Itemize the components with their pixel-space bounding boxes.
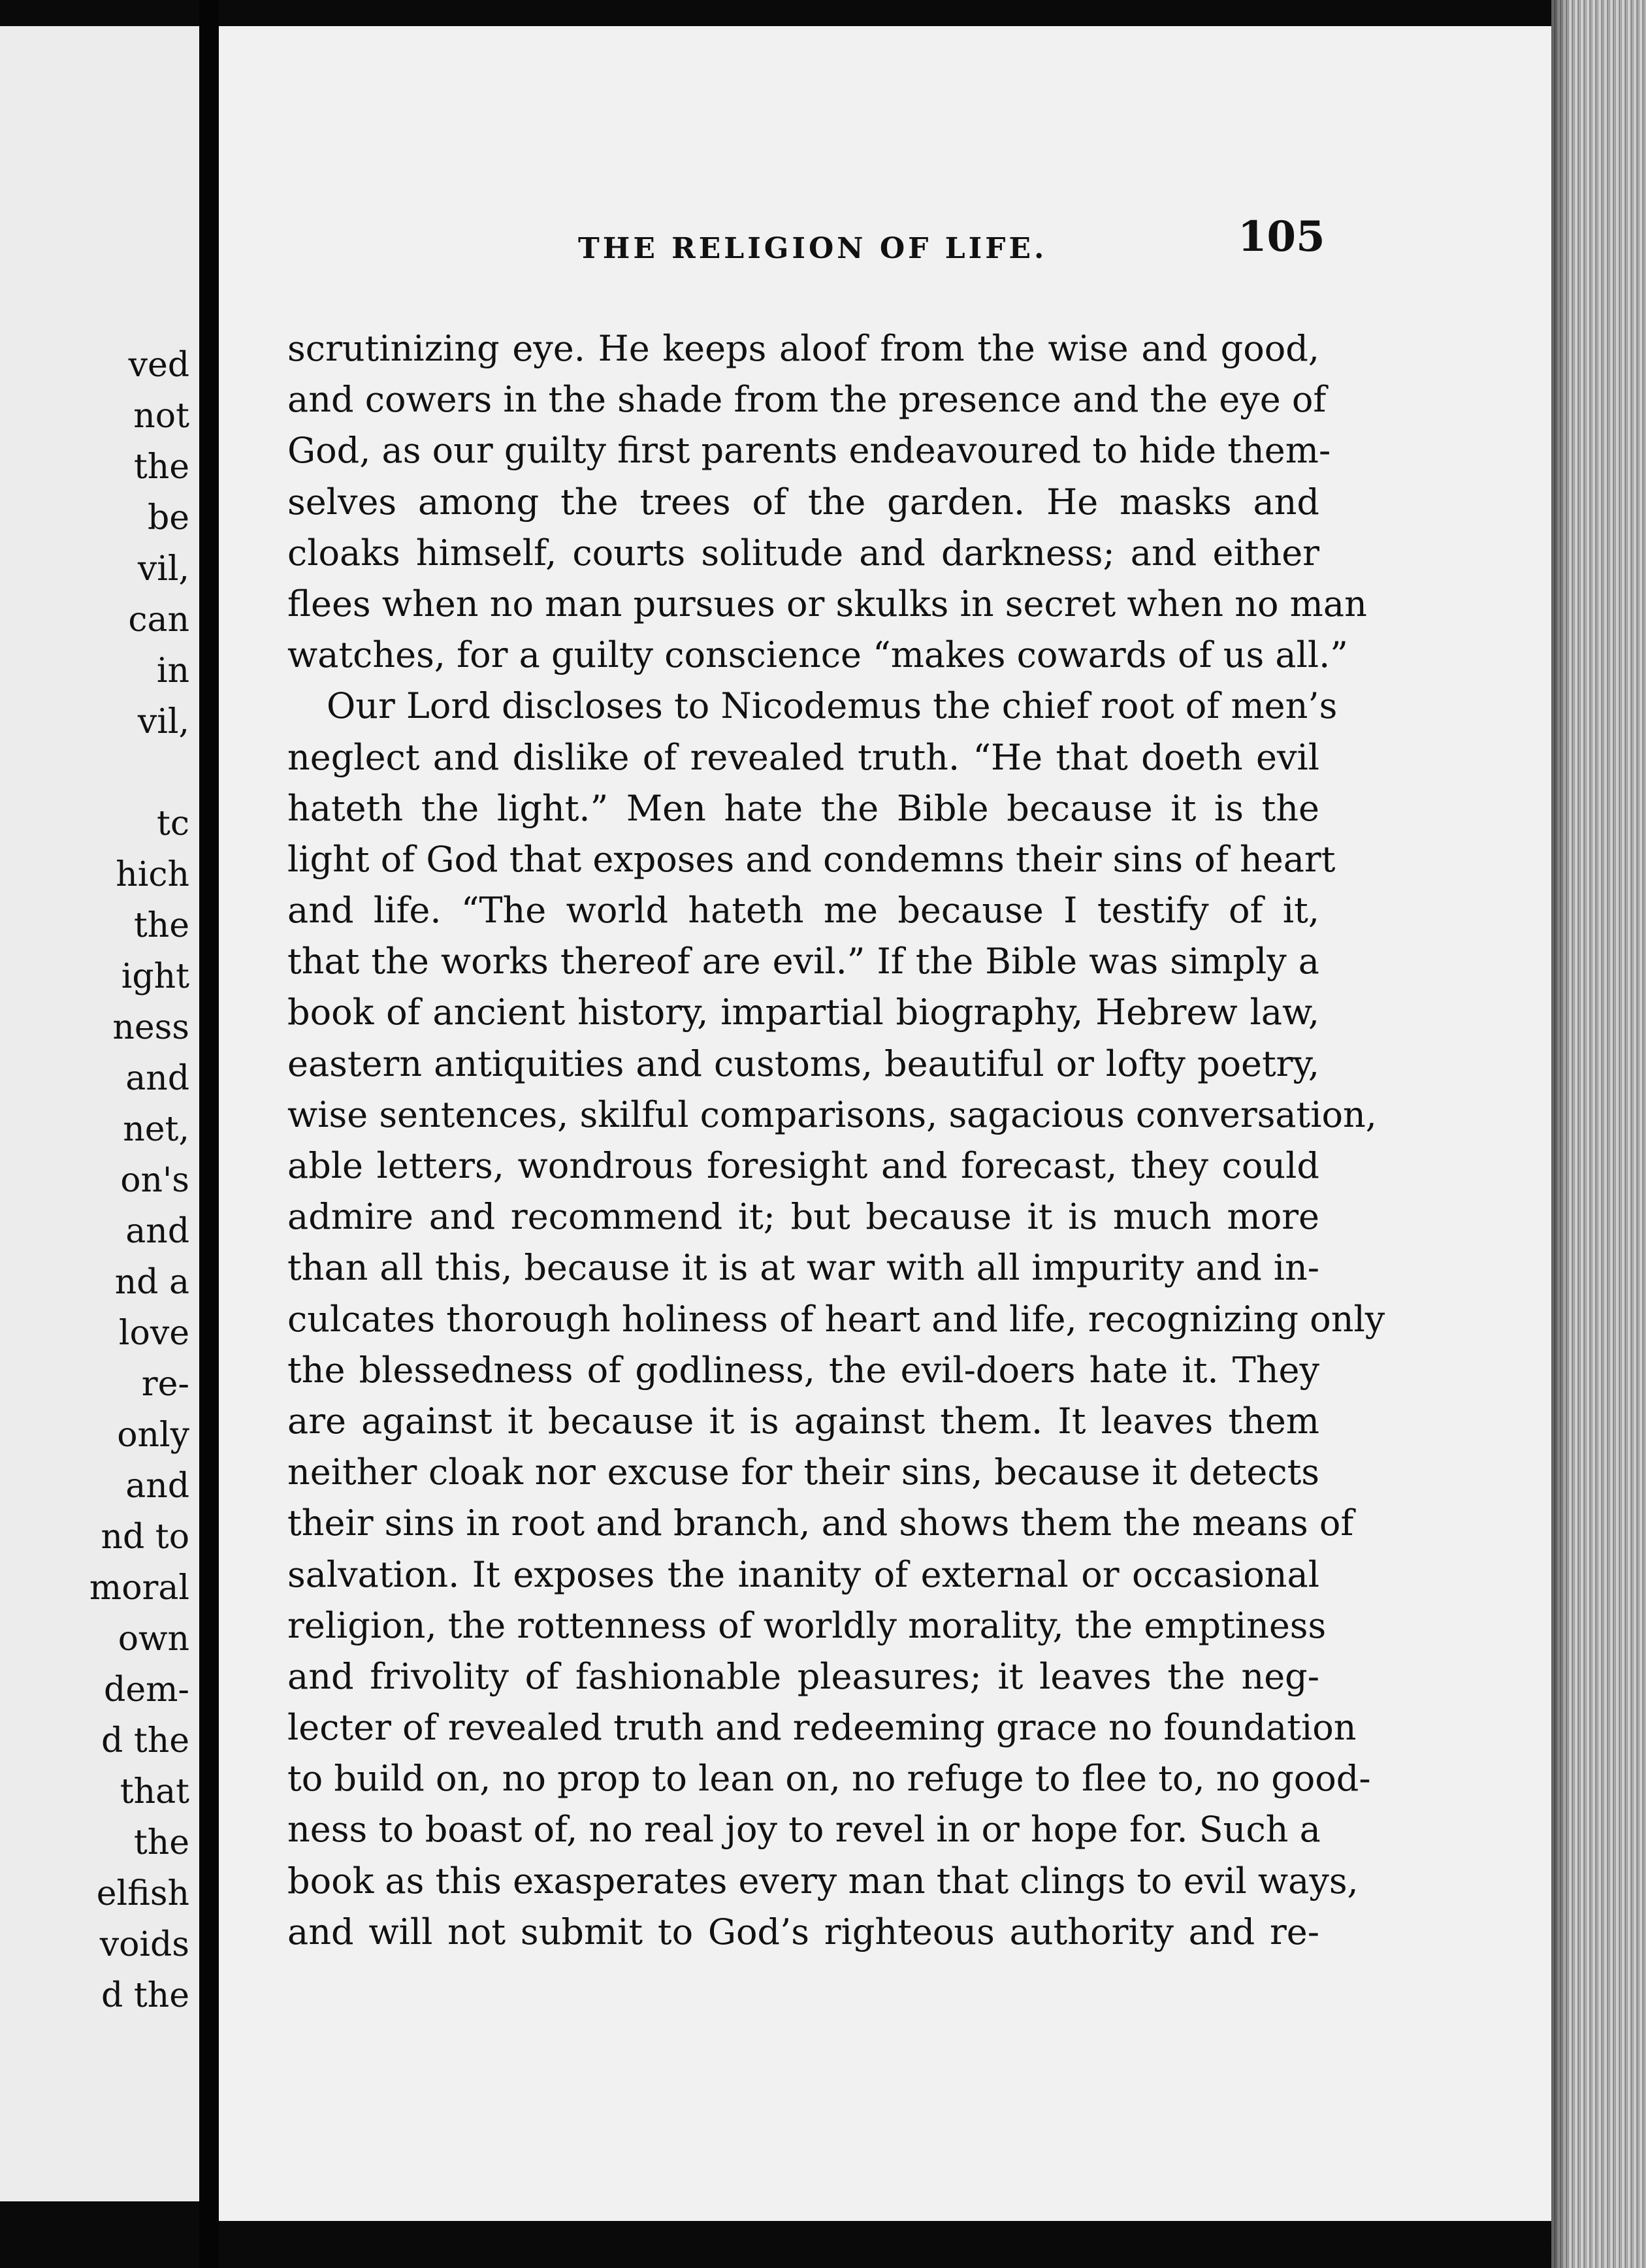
text-line: Our Lord discloses to Nicodemus the chief root of men’s (327, 685, 1338, 727)
facing-page-line: d the (101, 1976, 189, 2015)
facing-page-line: on's (120, 1161, 189, 1200)
text-line: culcates thorough holiness of heart and life, recognizing only (287, 1298, 1385, 1340)
facing-page-line: only (117, 1416, 189, 1455)
facing-page-line-fragments (0, 340, 189, 2021)
text-line: religion, the rottenness of worldly morality, the emptiness (287, 1604, 1327, 1646)
page-edges-shadow (1551, 0, 1571, 2268)
page-number: 105 (1238, 212, 1325, 261)
text-line: ness to boast of, no real joy to revel in or hope for. Such a (287, 1809, 1321, 1851)
facing-page-line: moral (89, 1568, 189, 1608)
facing-page-line: voids (99, 1925, 189, 1964)
text-line: God, as our guilty first parents endeavoured to hide them- (287, 430, 1331, 472)
text-line: light of God that exposes and condemns their sins of heart (287, 838, 1336, 880)
text-line: admire and recommend it; but because it is much more (287, 1196, 1319, 1238)
facing-page-line: and (125, 1059, 189, 1098)
facing-page-line (0, 747, 189, 798)
text-line: the blessedness of godliness, the evil-doers hate it. They (287, 1349, 1319, 1391)
text-line: eastern antiquities and customs, beautiful or lofty poetry, (287, 1043, 1319, 1084)
text-line: flees when no man pursues or skulks in secret when no man (287, 583, 1367, 624)
facing-page-line: in (156, 651, 189, 690)
text-line: are against it because it is against them. It leaves them (287, 1400, 1319, 1442)
facing-page-line: be (147, 498, 189, 538)
body-text (287, 323, 1385, 1958)
facing-page-fragment (0, 26, 203, 2201)
text-line: and cowers in the shade from the presence and the eye of (287, 379, 1327, 421)
facing-page-line: not (133, 397, 189, 436)
facing-page-line: vil, (137, 702, 189, 741)
facing-page-line: ight (121, 957, 189, 996)
text-line: than all this, because it is at war with all impurity and in- (287, 1247, 1319, 1289)
text-line: selves among the trees of the garden. He masks and (287, 481, 1319, 523)
facing-page-line: that (120, 1772, 189, 1811)
facing-page-line: elfish (96, 1874, 189, 1913)
text-line: their sins in root and branch, and shows them the means of (287, 1502, 1354, 1544)
text-line: able letters, wondrous foresight and forecast, they could (287, 1145, 1319, 1186)
text-line: and frivolity of fashionable pleasures; it leaves the neg- (287, 1655, 1319, 1697)
scan-top-border (0, 0, 1646, 26)
text-line: and will not submit to God’s righteous authority and re- (287, 1911, 1319, 1952)
facing-page-line: the (133, 447, 189, 487)
text-line: neither cloak nor excuse for their sins, because it detects (287, 1451, 1319, 1493)
facing-page-line: and (125, 1466, 189, 1506)
facing-page-line: nd to (101, 1517, 189, 1557)
facing-page-line: can (128, 600, 189, 640)
facing-page-line: the (133, 1823, 189, 1862)
text-line: cloaks himself, courts solitude and darkness; and either (287, 532, 1319, 574)
text-line: neglect and dislike of revealed truth. “He that doeth evil (287, 736, 1319, 778)
running-title: THE RELIGION OF LIFE. (578, 232, 1048, 265)
text-line: salvation. It exposes the inanity of external or occasional (287, 1553, 1319, 1595)
facing-page-line: nd a (114, 1263, 189, 1302)
facing-page-line: dem- (104, 1670, 189, 1709)
text-line: that the works thereof are evil.” If the Bible was simply a (287, 941, 1319, 982)
facing-page-line: and (125, 1212, 189, 1251)
text-line: to build on, no prop to lean on, no refuge to flee to, no good- (287, 1758, 1371, 1800)
facing-page-line: net, (123, 1110, 189, 1149)
book-page (219, 26, 1551, 2221)
book-gutter (199, 0, 219, 2268)
facing-page-line: d the (101, 1721, 189, 1760)
text-line: lecter of revealed truth and redeeming grace no foundation (287, 1707, 1357, 1749)
facing-page-line: tc (156, 804, 189, 843)
facing-page-line: the (133, 906, 189, 945)
facing-page-line: ved (128, 346, 189, 385)
text-line: hateth the light.” Men hate the Bible because it is the (287, 787, 1319, 829)
text-line: book as this exasperates every man that clings to evil ways, (287, 1860, 1359, 1902)
facing-page-line: ness (112, 1008, 189, 1047)
text-line: and life. “The world hateth me because I testify of it, (287, 890, 1319, 932)
facing-page-line: hich (116, 855, 189, 894)
facing-page-line: own (118, 1619, 189, 1659)
text-line: wise sentences, skilful comparisons, sagacious conversation, (287, 1094, 1377, 1135)
text-line: scrutinizing eye. He keeps aloof from the wise and good, (287, 328, 1319, 369)
facing-page-line: love (118, 1314, 189, 1353)
facing-page-line: re- (141, 1365, 189, 1404)
facing-page-line: vil, (137, 549, 189, 589)
text-line: watches, for a guilty conscience “makes cowards of us all.” (287, 634, 1348, 676)
text-line: book of ancient history, impartial biography, Hebrew law, (287, 992, 1319, 1033)
